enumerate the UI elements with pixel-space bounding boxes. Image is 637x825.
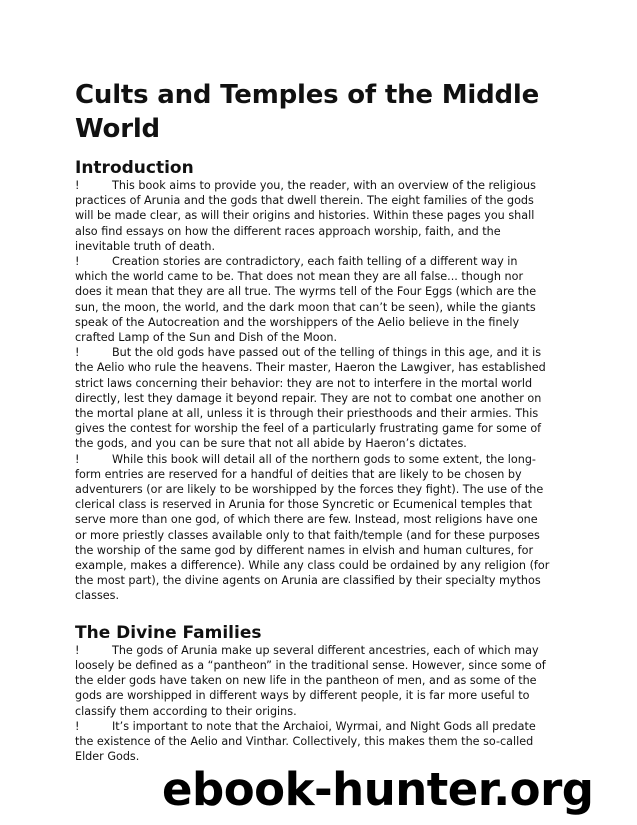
paragraph-text: But the old gods have passed out of the telling of things in this age, and it is the Aelio who rule the heavens. Their master, Haeron the Lawgiver, has established strict laws concerning their behavior: they are not to interfere in the mortal world directly, lest they damage it beyond repair. They are not to combat one another on the mortal plane at all, unless it is through their priesthoods and their armies. This gives the contest for worship the feel of a particularly frustrating game for some of the gods, and you can be sure that not all abide by Haeron’s dictates. (75, 346, 546, 451)
paragraph (75, 719, 550, 765)
paragraph (75, 254, 550, 345)
paragraph (75, 452, 550, 604)
document-title: Cults and Temples of the Middle World (75, 80, 540, 144)
paragraph-marker: ! (75, 346, 80, 360)
paragraph-text: This book aims to provide you, the reader, with an overview of the religious practices of Arunia and the gods that dwell therein. The eight families of the gods will be made clear, as will their origins and histories. Within these pages you shall also find essays on how the different races approach worship, faith, and the inevitable truth of death. (75, 179, 536, 253)
paragraph-marker: ! (75, 719, 80, 733)
paragraph-marker: ! (75, 452, 80, 466)
paragraph-text: Creation stories are contradictory, each faith telling of a different way in which the world came to be. That does not mean they are all false... though nor does it mean that they are all true. The wyrms tell of the Four Eggs (which are the sun, the moon, the world, and the dark moon that can’t be seen), while the giants speak of the Autocreation and the worshippers of the Aelio believe in the finely crafted Lamp of the Sun and Dish of the Moon. (75, 255, 537, 345)
paragraph (75, 643, 550, 719)
paragraph (75, 345, 550, 451)
document-page (75, 78, 550, 764)
watermark: ebook-hunter.org (162, 763, 594, 816)
paragraph-marker: ! (75, 179, 80, 192)
paragraph-text: It’s important to note that the Archaioi, Wyrmai, and Night Gods all predate the existence of the Aelio and Vinthar. Collectively, this makes them the so-called Elder Gods. (75, 719, 536, 764)
paragraph (75, 178, 550, 254)
section-heading-divine-families: The Divine Families (75, 622, 262, 643)
paragraph-text: While this book will detail all of the northern gods to some extent, the long-form entries are reserved for a handful of deities that are likely to be chosen by adventurers (or are likely to be worshipped by the forces they fight). The use of the clerical class is reserved in Arunia for those Syncretic or Ecumenical temples that serve more than one god, of which there are few. Instead, most religions have one or more priestly classes available only to that faith/temple (and for these purposes the worship of the same god by different names in elvish and human cultures, for example, makes a difference). While any class could be ordained by any religion (for the most part), the divine agents on Arunia are classified by their specialty mythos classes. (75, 452, 550, 603)
section-heading-introduction: Introduction (75, 158, 194, 178)
paragraph-text: The gods of Arunia make up several different ancestries, each of which may loosely be defined as a “pantheon” in the traditional sense. However, since some of the elder gods have taken on new life in the pantheon of men, and as some of the gods are worshipped in different ways by different people, it is far more useful to classify them according to their origins. (75, 643, 546, 718)
paragraph-marker: ! (75, 643, 80, 657)
paragraph-marker: ! (75, 255, 80, 269)
